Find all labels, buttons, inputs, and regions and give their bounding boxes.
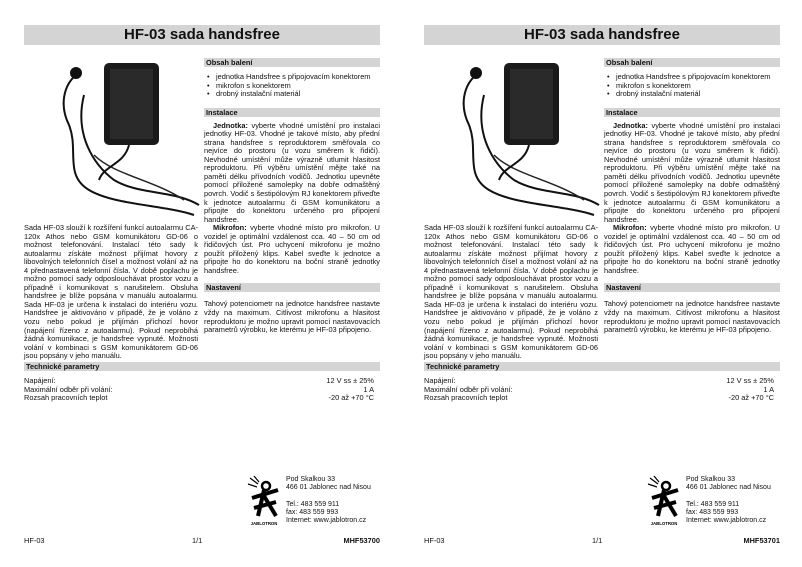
svg-text:JABLOTRON: JABLOTRON: [650, 521, 678, 526]
page-left: [24, 0, 386, 567]
param-value: 1 A: [763, 384, 774, 394]
list-item: • jednotka Handsfree s připojovacím konektorem: [207, 73, 380, 82]
settings-text: Tahový potenciometr na jednotce handsfree nastavte vždy na maximum. Citlivost mikrofonu a hlasitost reproduktoru je možno upravit pomocí nastavovacích parametrů výrobku, ke kterému je HF-03 připojeno.: [604, 299, 780, 335]
company-address: [686, 476, 771, 525]
param-name: Maximální odběr při volání:: [24, 384, 113, 394]
param-value: 12 V ss ± 25%: [326, 376, 374, 385]
contents-heading: Obsah balení: [604, 58, 780, 67]
tech-row: [24, 394, 380, 403]
tech-heading: Technické parametry: [424, 362, 780, 371]
tech-row: [424, 394, 780, 403]
list-item: • mikrofon s konektorem: [607, 82, 780, 91]
website: Internet: www.jablotron.cz: [286, 517, 367, 525]
handsfree-photo: [54, 55, 204, 220]
jablotron-logo: [246, 474, 282, 526]
settings-heading: Nastavení: [204, 283, 380, 292]
mic-label: Mikrofon:: [613, 223, 647, 233]
mic-paragraph: [604, 224, 780, 275]
unit-paragraph: [604, 122, 780, 225]
handsfree-photo: [454, 55, 604, 220]
footer-page-number: 1/1: [592, 536, 603, 545]
list-item: • drobný instalační materiál: [607, 90, 780, 99]
install-heading: Instalace: [604, 108, 780, 117]
intro-text: Sada HF-03 slouží k rozšíření funkcí autoalarmu CA-120x Athos nebo GSM komunikátoru GD-06 o možnost telefonování. Instalací této sady k autoalarmu získáte možnost přijímat hovory z libovolných telefonních čísel a možnost volání až na 4 přednastavená telefonní čísla. V době poplachu je možno pomocí sady odposlouchávat prostor vozu a případně i komunikovat s narušitelem. Obsluha handsfree je blíže popsána v manuálu autoalarmu. Sada HF-03 je určena k instalaci do interiéru vozu. Handsfree je aktivováno v případě, že je voláno z vozu nebo pokud je přijímán příchozí hovor (napájení řízeno z autoalarmu). Pokud neprobíhá žádná komunikace, je handsfree vypnuté. Možnosti volání v kombinaci s GSM komunikátorem GD-06 jsou popsány v jeho manuálu.: [424, 223, 598, 361]
phone: Tel.: 483 559 911: [286, 500, 340, 508]
page-title: HF-03 sada handsfree: [424, 25, 780, 45]
tech-heading: Technické parametry: [24, 362, 380, 371]
list-item: • mikrofon s konektorem: [207, 82, 380, 91]
param-name: Napájení:: [24, 376, 56, 385]
contents-list: [207, 73, 380, 99]
footer-doc-code: MHF53701: [743, 536, 780, 545]
svg-text:JABLOTRON: JABLOTRON: [250, 521, 278, 526]
footer-doc-code: MHF53700: [343, 536, 380, 545]
contents-heading: Obsah balení: [204, 58, 380, 67]
page-right: [424, 0, 786, 567]
fax: fax: 483 559 993: [686, 508, 739, 516]
address-line: Pod Skalkou 33: [286, 476, 336, 483]
fax: fax: 483 559 993: [286, 508, 339, 516]
footer-page-number: 1/1: [192, 536, 203, 545]
tech-params: [424, 362, 780, 403]
param-value: -20 až +70 °C: [728, 393, 774, 403]
tech-params: [24, 362, 380, 403]
unit-text: vyberte vhodné umístění pro instalaci jednotky HF-03. Vhodné je takové místo, aby přední strana handsfree s reproduktorem směřovala co nejvíce do prostoru (u vozu směrem k řidiči). Nevhodné umístění může výrazně utlumit hlasitost reproduktoru. Při výběru umístění mějte také na paměti délku přívodních vodičů. Jednotku upevněte pomocí přiložené samolepky na dobře odmaštěný povrch. Vodič s šestipólovým RJ konektorem přiveďte k jednotce autoalarmu či GSM komunikátoru a připojte do konektoru určeného pro připojení handsfree.: [204, 120, 380, 224]
settings-heading: Nastavení: [604, 283, 780, 292]
phone: Tel.: 483 559 911: [686, 500, 740, 508]
param-name: Rozsah pracovních teplot: [24, 393, 108, 403]
list-item: • jednotka Handsfree s připojovacím konektorem: [607, 73, 780, 82]
unit-paragraph: [204, 122, 380, 225]
param-value: -20 až +70 °C: [328, 393, 374, 403]
footer-product: HF-03: [424, 536, 445, 545]
mic-paragraph: [204, 224, 380, 275]
website: Internet: www.jablotron.cz: [686, 517, 767, 525]
contents-list: [607, 73, 780, 99]
address-line: 466 01 Jablonec nad Nisou: [286, 484, 371, 492]
param-name: Napájení:: [424, 376, 456, 385]
jablotron-logo: [646, 474, 682, 526]
intro-text: Sada HF-03 slouží k rozšíření funkcí autoalarmu CA-120x Athos nebo GSM komunikátoru GD-06 o možnost telefonování. Instalací této sady k autoalarmu získáte možnost přijímat hovory z libovolných telefonních čísel a možnost volání až na 4 přednastavená telefonní čísla. V době poplachu je možno pomocí sady odposlouchávat prostor vozu a případně i komunikovat s narušitelem. Obsluha handsfree je blíže popsána v manuálu autoalarmu. Sada HF-03 je určena k instalaci do interiéru vozu. Handsfree je aktivováno v případě, že je voláno z vozu nebo pokud je přijímán příchozí hovor (napájení řízeno z autoalarmu). Pokud neprobíhá žádná komunikace, je handsfree vypnuté. Možnosti volání v kombinaci s GSM komunikátorem GD-06 jsou popsány v jeho manuálu.: [24, 223, 198, 361]
company-address: [286, 476, 371, 525]
param-value: 12 V ss ± 25%: [726, 376, 774, 385]
footer-product: HF-03: [24, 536, 45, 545]
list-item: • drobný instalační materiál: [207, 90, 380, 99]
mic-text: vyberte vhodné místo pro mikrofon. U vozidel je optimální vzdálenost cca. 40 – 50 cm od řidičových úst. Pro uchycení mikrofonu je možno použít přiložený klips. Kabel sveďte k jednotce a připojte ho do konektoru na boční straně jednotky handsfree.: [204, 223, 380, 275]
unit-label: Jednotka:: [613, 120, 648, 130]
settings-text: Tahový potenciometr na jednotce handsfree nastavte vždy na maximum. Citlivost mikrofonu a hlasitost reproduktoru je možno upravit pomocí nastavovacích parametrů výrobku, ke kterému je HF-03 připojeno.: [204, 299, 380, 335]
address-line: Pod Skalkou 33: [686, 476, 736, 483]
param-name: Rozsah pracovních teplot: [424, 393, 508, 403]
mic-label: Mikrofon:: [213, 223, 247, 233]
install-heading: Instalace: [204, 108, 380, 117]
address-line: 466 01 Jablonec nad Nisou: [686, 484, 771, 492]
unit-text: vyberte vhodné umístění pro instalaci jednotky HF-03. Vhodné je takové místo, aby přední strana handsfree s reproduktorem směřovala co nejvíce do prostoru (u vozu směrem k řidiči). Nevhodné umístění může výrazně utlumit hlasitost reproduktoru. Při výběru umístění mějte také na paměti délku přívodních vodičů. Jednotku upevněte pomocí přiložené samolepky na dobře odmaštěný povrch. Vodič s šestipólovým RJ konektorem přiveďte k jednotce autoalarmu či GSM komunikátoru a připojte do konektoru určeného pro připojení handsfree.: [604, 120, 780, 224]
unit-label: Jednotka:: [213, 120, 248, 130]
param-value: 1 A: [363, 384, 374, 394]
param-name: Maximální odběr při volání:: [424, 384, 513, 394]
page-title: HF-03 sada handsfree: [24, 25, 380, 45]
mic-text: vyberte vhodné místo pro mikrofon. U vozidel je optimální vzdálenost cca. 40 – 50 cm od řidičových úst. Pro uchycení mikrofonu je možno použít přiložený klips. Kabel sveďte k jednotce a připojte ho do konektoru na boční straně jednotky handsfree.: [604, 223, 780, 275]
